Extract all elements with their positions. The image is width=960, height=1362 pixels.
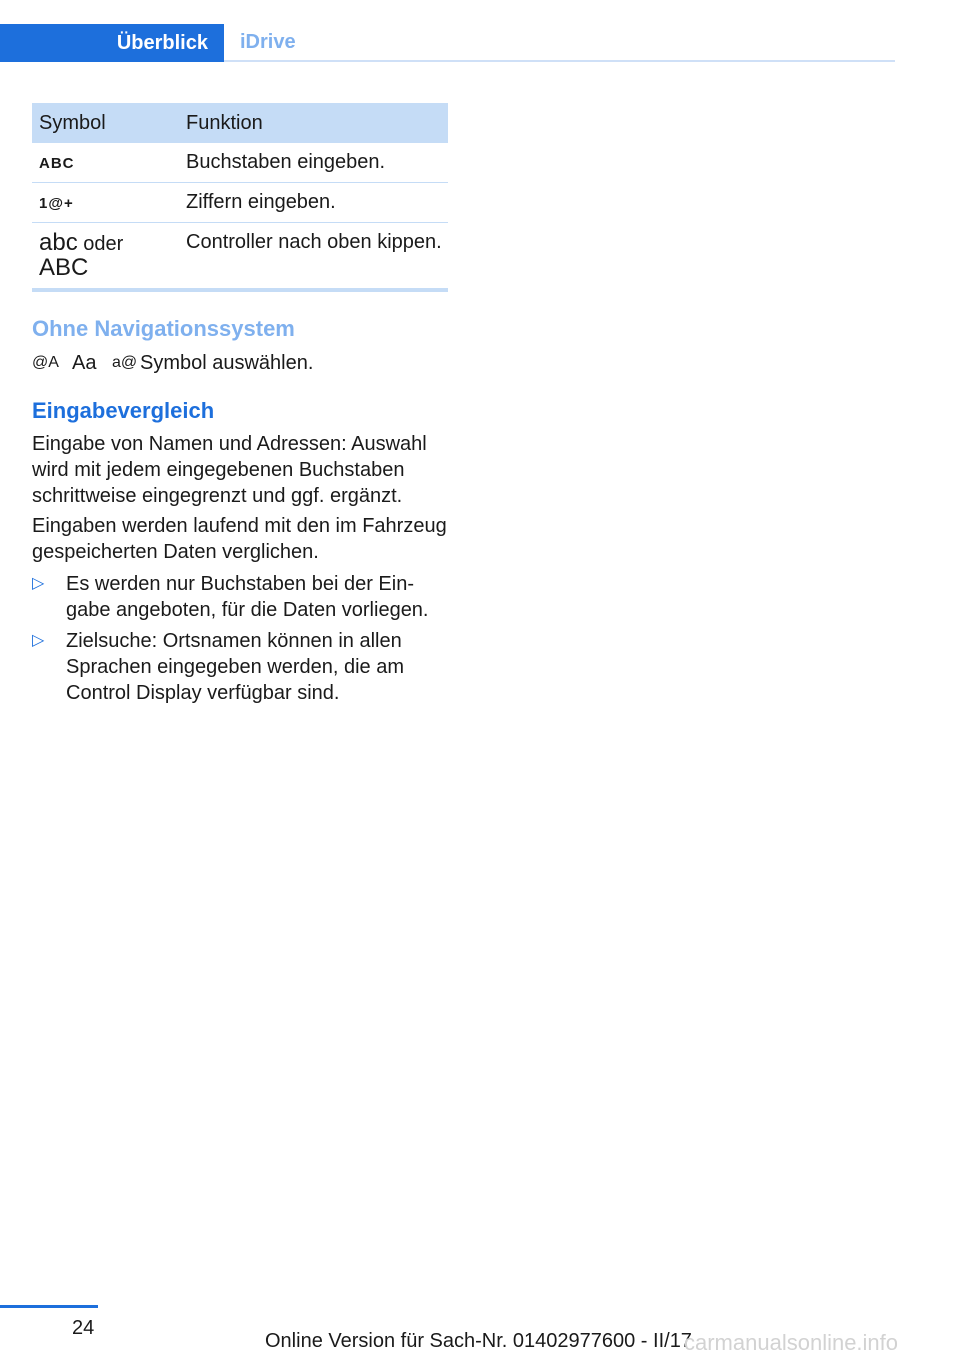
table-cell-symbol xyxy=(32,223,179,296)
uppercase-abc-icon: ABC xyxy=(39,254,89,281)
table-cell-symbol xyxy=(32,183,179,223)
table-cell-symbol xyxy=(32,143,179,183)
bullet-triangle-icon: ▷ xyxy=(32,632,45,649)
table-row xyxy=(32,183,448,223)
footer-rule xyxy=(0,1305,98,1308)
bullet-triangle-icon: ▷ xyxy=(32,575,45,592)
lowercase-at-icon: a@ xyxy=(112,354,138,371)
list-item xyxy=(32,628,448,706)
symbol-icon-row xyxy=(32,350,313,376)
case-toggle-icon: Aa xyxy=(72,351,97,374)
tab-idrive[interactable]: iDrive xyxy=(240,30,296,53)
list-item-text: Zielsuche: Ortsnamen können in allen Sprachen eingegeben werden, die am Control Display verfügbar sind. xyxy=(66,630,405,704)
page-number: 24 xyxy=(72,1317,95,1339)
table-cell-function: Ziffern eingeben. xyxy=(179,183,448,223)
table-header-symbol: Symbol xyxy=(32,103,179,143)
footer-version-text: Online Version für Sach-Nr. 01402977600 - II/17 xyxy=(265,1330,692,1352)
section-title-eingabevergleich: Eingabevergleich xyxy=(32,398,215,423)
at-uppercase-icon: @A xyxy=(32,354,59,371)
paragraph-input-compare: Eingaben werden laufend mit den im Fahrzeug gespeicherten Daten verglichen. xyxy=(32,515,447,563)
watermark-text: carmanualsonline.info xyxy=(684,1330,899,1355)
table-cell-function: Buchstaben eingeben. xyxy=(179,143,448,183)
paragraph-input-names: Eingabe von Namen und Adressen: Auswahl wird mit jedem eingegebenen Buchstaben schrittweise eingegrenzt und ggf. ergänzt. xyxy=(32,433,427,507)
section-title-ohne-navigation: Ohne Navigationssystem xyxy=(32,316,295,341)
or-label: oder xyxy=(83,233,124,255)
letters-abc-icon: ABC xyxy=(39,155,75,172)
list-item-text: Es werden nur Buchstaben bei der Ein-gabe angeboten, für die Daten vorliegen. xyxy=(66,573,429,621)
tab-ueberblick[interactable]: Überblick xyxy=(0,24,224,62)
table-header-function: Funktion xyxy=(179,103,448,143)
header-tabs xyxy=(0,24,895,62)
select-symbol-text: Symbol auswählen. xyxy=(140,351,314,374)
list-item xyxy=(32,571,448,623)
symbol-table xyxy=(32,103,448,295)
table-row xyxy=(32,143,448,183)
table-bottom-rule xyxy=(32,288,448,292)
digits-symbols-icon: 1@+ xyxy=(39,195,74,212)
table-cell-function: Controller nach oben kippen. xyxy=(186,231,442,253)
table-header-row xyxy=(32,103,448,143)
table-row xyxy=(32,223,448,296)
lowercase-abc-icon: abc xyxy=(39,229,78,256)
